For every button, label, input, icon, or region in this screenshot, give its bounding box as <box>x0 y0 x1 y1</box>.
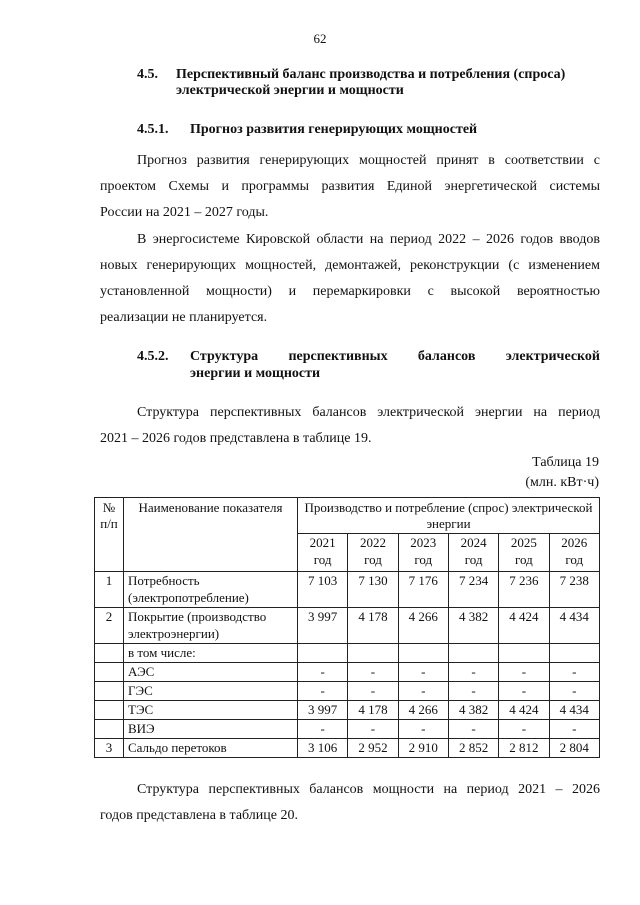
table-unit: (млн. кВт·ч) <box>525 475 599 490</box>
row-value <box>398 644 448 663</box>
row-name: ГЭС <box>124 682 298 701</box>
row-value: 7 176 <box>398 572 448 608</box>
table-row <box>95 720 600 739</box>
table-title: Таблица 19 <box>532 455 599 470</box>
row-value: 4 382 <box>448 701 498 720</box>
row-value: - <box>298 663 348 682</box>
paragraph-line: установленной мощности) и перемаркировки с высокой вероятностью <box>100 284 600 299</box>
row-value: - <box>499 663 549 682</box>
section-heading-4-5-2 <box>137 347 600 387</box>
row-value: - <box>298 720 348 739</box>
paragraph-line: Структура перспективных балансов мощности на период 2021 – 2026 <box>137 782 600 797</box>
table-row <box>95 608 600 644</box>
row-value <box>549 644 599 663</box>
row-value: - <box>549 663 599 682</box>
row-value: - <box>549 720 599 739</box>
row-name: Потребность (электропотребление) <box>124 572 298 608</box>
section-number: 4.5.1. <box>137 122 169 137</box>
row-value: 2 910 <box>398 739 448 758</box>
row-value: - <box>448 663 498 682</box>
row-name: ТЭС <box>124 701 298 720</box>
paragraph-no-new-capacity <box>100 227 600 331</box>
paragraph-line: Структура перспективных балансов электрической энергии на период <box>137 405 600 420</box>
row-name: в том числе: <box>124 644 298 663</box>
header-year: 2023 год <box>398 534 448 572</box>
row-num <box>95 663 124 682</box>
table-row <box>95 682 600 701</box>
header-year: 2022 год <box>348 534 398 572</box>
row-num <box>95 682 124 701</box>
row-value: - <box>348 663 398 682</box>
row-num: 2 <box>95 608 124 644</box>
section-heading-4-5 <box>137 65 607 105</box>
row-num <box>95 720 124 739</box>
row-num: 3 <box>95 739 124 758</box>
paragraph-generation-forecast <box>100 148 600 226</box>
row-value: 2 804 <box>549 739 599 758</box>
table-caption <box>525 453 599 493</box>
row-value: - <box>398 682 448 701</box>
table-row <box>95 701 600 720</box>
paragraph-line: реализации не планируется. <box>100 310 268 325</box>
row-num <box>95 701 124 720</box>
table-row <box>95 663 600 682</box>
paragraph-line: Прогноз развития генерирующих мощностей принят в соответствии с <box>137 153 600 168</box>
row-value: 2 852 <box>448 739 498 758</box>
section-number: 4.5.2. <box>137 349 169 364</box>
row-value: 4 266 <box>398 701 448 720</box>
row-value: 3 997 <box>298 608 348 644</box>
header-name: Наименование показателя <box>124 498 298 572</box>
row-value: - <box>398 663 448 682</box>
row-value: - <box>448 720 498 739</box>
row-value <box>499 644 549 663</box>
row-value: 7 234 <box>448 572 498 608</box>
header-year: 2026 год <box>549 534 599 572</box>
row-value: 4 178 <box>348 608 398 644</box>
paragraph-line: годов представлена в таблице 20. <box>100 808 298 823</box>
header-year: 2025 год <box>499 534 549 572</box>
header-year: 2024 год <box>448 534 498 572</box>
row-name: ВИЭ <box>124 720 298 739</box>
row-value <box>448 644 498 663</box>
row-value: 7 130 <box>348 572 398 608</box>
section-title-line2: электрической энергии и мощности <box>176 83 404 98</box>
row-num: 1 <box>95 572 124 608</box>
row-num <box>95 644 124 663</box>
section-title: Прогноз развития генерирующих мощностей <box>190 122 478 137</box>
row-value <box>348 644 398 663</box>
row-value: 4 424 <box>499 701 549 720</box>
paragraph-line: проектом Схемы и программы развития Единой энергетической системы <box>100 179 600 194</box>
row-value: 7 236 <box>499 572 549 608</box>
paragraph-line: новых генерирующих мощностей, демонтажей, реконструкции (с изменением <box>100 258 600 273</box>
section-title-line2: энергии и мощности <box>190 366 321 381</box>
paragraph-line: 2021 – 2026 годов представлена в таблице 19. <box>100 431 372 446</box>
row-value: 2 812 <box>499 739 549 758</box>
row-value: - <box>499 720 549 739</box>
paragraph-table-20-intro <box>100 777 600 829</box>
table-row <box>95 739 600 758</box>
row-value: 3 106 <box>298 739 348 758</box>
row-value: 4 434 <box>549 608 599 644</box>
row-value: 3 997 <box>298 701 348 720</box>
row-value: 7 238 <box>549 572 599 608</box>
row-name: АЭС <box>124 663 298 682</box>
section-title-line1: Структура перспективных балансов электрической <box>190 349 600 364</box>
row-value: 7 103 <box>298 572 348 608</box>
table-row <box>95 644 600 663</box>
row-name: Сальдо перетоков <box>124 739 298 758</box>
row-value: - <box>499 682 549 701</box>
header-year: 2021 год <box>298 534 348 572</box>
header-num: № п/п <box>95 498 124 572</box>
row-value: - <box>348 682 398 701</box>
row-value: 4 382 <box>448 608 498 644</box>
row-value: 4 178 <box>348 701 398 720</box>
paragraph-line: В энергосистеме Кировской области на период 2022 – 2026 годов вводов <box>137 232 600 247</box>
row-value: - <box>348 720 398 739</box>
row-value: - <box>549 682 599 701</box>
section-title-line1: Перспективный баланс производства и потребления (спроса) <box>176 67 566 82</box>
row-value: 2 952 <box>348 739 398 758</box>
row-value: 4 266 <box>398 608 448 644</box>
table-header-row <box>95 498 600 534</box>
table-row <box>95 572 600 608</box>
page-number: 62 <box>313 31 327 46</box>
header-group: Производство и потребление (спрос) электрической энергии <box>298 498 600 534</box>
paragraph-table-19-intro <box>100 400 600 452</box>
row-value <box>298 644 348 663</box>
row-value: 4 434 <box>549 701 599 720</box>
row-value: - <box>398 720 448 739</box>
balance-table <box>94 497 600 758</box>
paragraph-line: России на 2021 – 2027 годы. <box>100 205 269 220</box>
section-heading-4-5-1 <box>137 120 607 140</box>
row-value: 4 424 <box>499 608 549 644</box>
row-value: - <box>448 682 498 701</box>
row-name: Покрытие (производство электроэнергии) <box>124 608 298 644</box>
row-value: - <box>298 682 348 701</box>
section-number: 4.5. <box>137 67 158 82</box>
